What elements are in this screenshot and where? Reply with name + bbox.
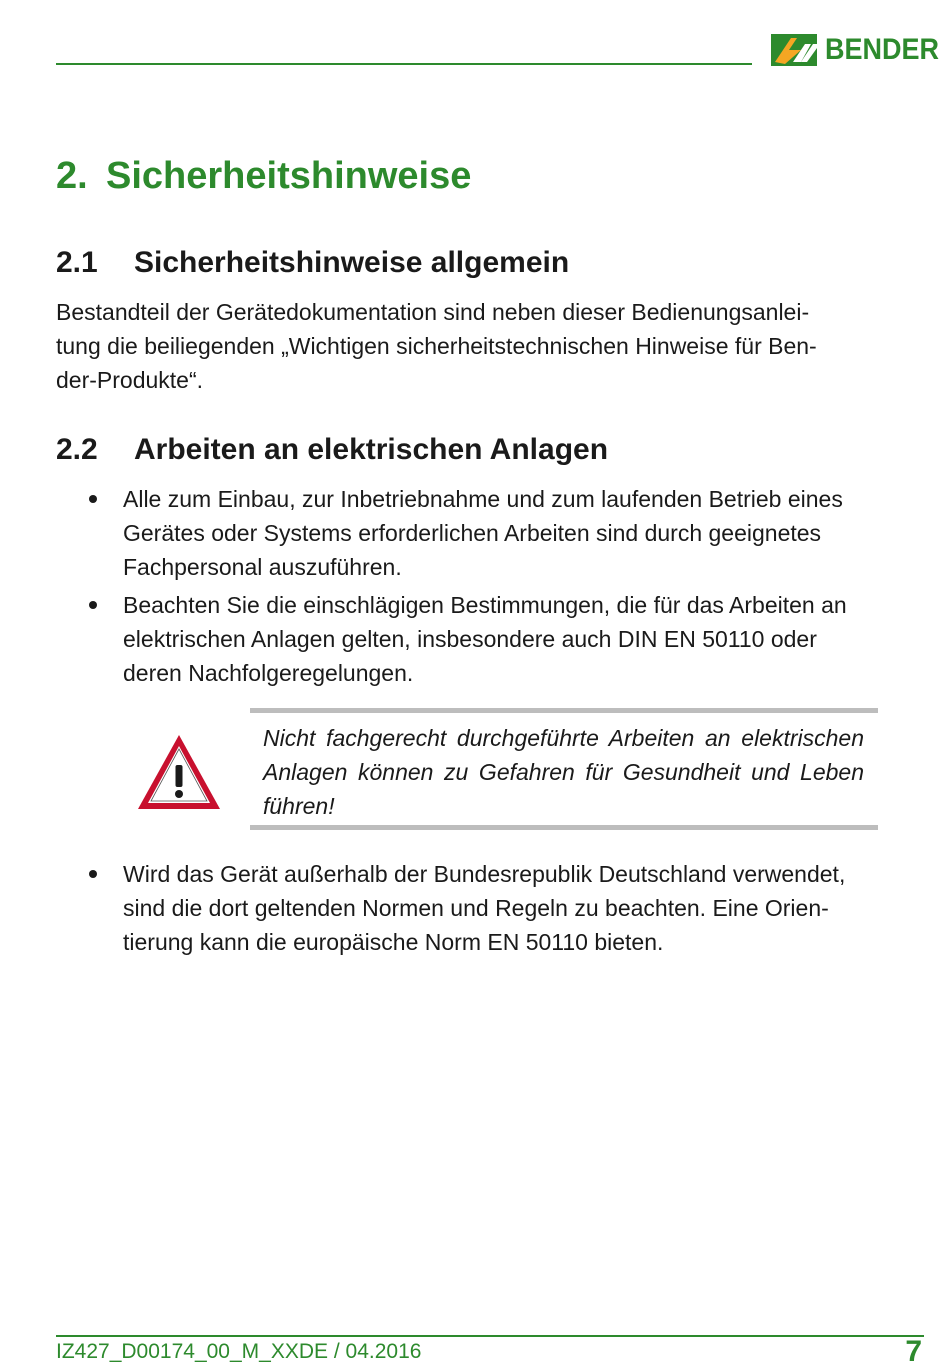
footer-doc-id: IZ427_D00174_00_M_XXDE / 04.2016 (56, 1340, 422, 1363)
bullet-line: Alle zum Einbau, zur Inbetriebnahme und zum laufenden Betrieb eines (123, 486, 843, 512)
bullet-item (123, 482, 923, 584)
bullet-item (123, 588, 923, 690)
paragraph-line: der-Produkte“. (56, 367, 204, 393)
footer-rule (56, 1335, 924, 1337)
chapter-number: 2. (56, 155, 88, 197)
section-heading-2-2 (56, 430, 608, 470)
bullet-dot-icon (89, 870, 97, 878)
bullet-line: Wird das Gerät außerhalb der Bundesrepublik Deutschland verwendet, (123, 861, 846, 887)
paragraph-line: Bestandteil der Gerätedokumentation sind neben dieser Bedienungsanlei- (56, 299, 810, 325)
chapter-heading (56, 150, 471, 202)
paragraph-line: tung die beiliegenden „Wichtigen sicherheitstechnischen Hinweise für Ben- (56, 333, 817, 359)
section-number: 2.1 (56, 246, 98, 279)
bullet-line: Beachten Sie die einschlägigen Bestimmungen, die für das Arbeiten an (123, 592, 847, 618)
section-title: Sicherheitshinweise allgemein (134, 246, 570, 279)
bender-lightning-icon (771, 32, 817, 68)
bullet-line: deren Nachfolgeregelungen. (123, 660, 414, 686)
bullet-line: tierung kann die europäische Norm EN 50110 bieten. (123, 929, 664, 955)
bullet-line: elektrischen Anlagen gelten, insbesondere auch DIN EN 50110 oder (123, 626, 817, 652)
bullet-line: sind die dort geltenden Normen und Regeln zu beachten. Eine Orien- (123, 895, 829, 921)
bullet-line: Fachpersonal auszuführen. (123, 554, 402, 580)
bender-logo (771, 30, 950, 70)
warning-box (250, 708, 878, 830)
section-number: 2.2 (56, 433, 98, 466)
bullet-dot-icon (89, 495, 97, 503)
warning-text: Nicht fachgerecht durchgeführte Arbeiten an elektrischen Anlagen können zu Gefahren für Gesundheit und Leben führen! (263, 725, 864, 819)
header-rule (56, 63, 752, 65)
chapter-title: Sicherheitshinweise (106, 155, 472, 197)
bullet-dot-icon (89, 601, 97, 609)
section-2-1-paragraph (56, 295, 916, 397)
bullet-line: Gerätes oder Systems erforderlichen Arbeiten sind durch geeignetes (123, 520, 822, 546)
section-heading-2-1 (56, 243, 569, 283)
section-title: Arbeiten an elektrischen Anlagen (134, 433, 609, 466)
bullet-item (123, 857, 923, 959)
warning-triangle-icon (136, 733, 222, 811)
logo-text: BENDER (825, 33, 940, 66)
page-number: 7 (905, 1335, 922, 1368)
